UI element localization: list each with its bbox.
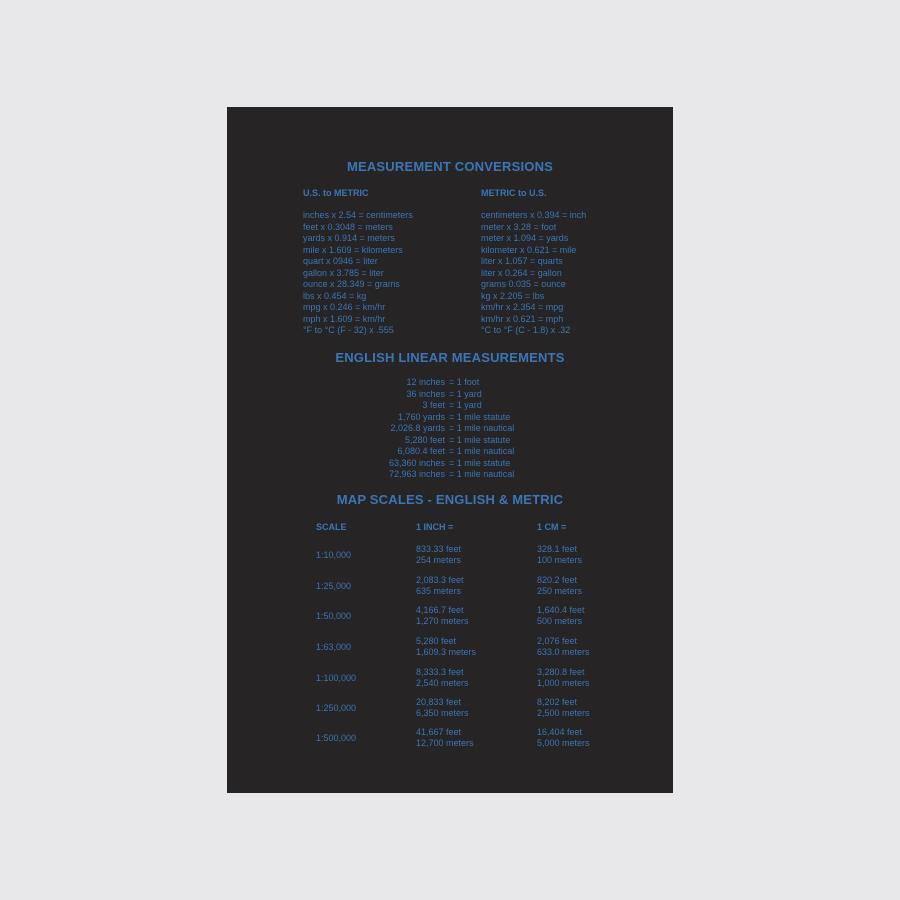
list-item <box>227 446 515 458</box>
inch-value: 41,667 feet 12,700 meters <box>416 727 474 748</box>
inch-value: 8,333.3 feet 2,540 meters <box>416 667 469 688</box>
list-item: centimeters x 0.394 = inch <box>481 210 587 220</box>
list-item <box>227 400 482 412</box>
linear-right: = 1 mile nautical <box>449 423 515 433</box>
list-item: km/hr x 2.354 = mpg <box>481 302 564 312</box>
cm-value: 1,640.4 feet 500 meters <box>537 605 585 626</box>
list-item: km/hr x 0.621 = mph <box>481 313 564 324</box>
linear-right: = 1 yard <box>449 400 482 410</box>
cm-value: 328.1 feet 100 meters <box>537 544 583 565</box>
inch-value: 2,083.3 feet 635 meters <box>416 575 464 596</box>
list-item <box>227 457 511 470</box>
linear-title: ENGLISH LINEAR MEASUREMENTS <box>335 350 565 365</box>
inch-header: 1 INCH = <box>416 522 454 532</box>
list-item: ounce x 28.349 = grams <box>303 279 400 289</box>
inch-value: 4,166.7 feet 1,270 meters <box>416 605 469 626</box>
list-item: liter x 0.264 = gallon <box>481 267 562 278</box>
list-item: meter x 1.094 = yards <box>481 233 569 243</box>
metric-to-us-heading: METRIC to U.S. <box>481 188 547 198</box>
list-item: feet x 0.3048 = meters <box>303 221 393 232</box>
scale-value: 1:63,000 <box>316 642 352 652</box>
us-to-metric-list <box>303 210 413 337</box>
cm-header: 1 CM = <box>537 522 567 532</box>
linear-right: = 1 mile nautical <box>449 446 515 456</box>
linear-right: = 1 mile statute <box>449 434 511 445</box>
scale-value: 1:250,000 <box>316 703 357 713</box>
inch-value: 20,833 feet 6,350 meters <box>416 697 469 718</box>
linear-right: = 1 mile statute <box>449 411 511 422</box>
list-item: kilometer x 0.621 = mile <box>481 244 577 255</box>
list-item: °F to °C (F - 32) x .555 <box>303 325 394 335</box>
list-item: mile x 1.609 = kilometers <box>303 244 403 255</box>
list-item <box>227 434 511 447</box>
linear-right: = 1 mile statute <box>449 457 511 468</box>
scale-value: 1:25,000 <box>316 581 352 591</box>
list-item: meter x 3.28 = foot <box>481 221 557 232</box>
list-item: gallon x 3.785 = liter <box>303 267 384 278</box>
map-scales-title: MAP SCALES - ENGLISH & METRIC <box>336 492 564 507</box>
list-item: liter x 1.057 = quarts <box>481 256 563 266</box>
list-item: inches x 2.54 = centimeters <box>303 210 413 220</box>
cm-value: 16,404 feet 5,000 meters <box>537 727 590 748</box>
list-item: mph x 1.609 = km/hr <box>303 313 386 324</box>
list-item: grams 0.035 = ounce <box>481 279 566 289</box>
list-item: yards x 0.914 = meters <box>303 233 395 243</box>
cm-value: 820.2 feet 250 meters <box>537 575 583 596</box>
scale-header: SCALE <box>316 522 347 532</box>
linear-right: = 1 foot <box>449 377 480 387</box>
scale-value: 1:50,000 <box>316 611 352 621</box>
metric-to-us-list <box>481 210 586 337</box>
linear-left: 63,360 inches <box>388 457 445 468</box>
conversion-card <box>227 107 673 793</box>
cm-value: 8,202 feet 2,500 meters <box>537 697 590 718</box>
linear-left: 72,963 inches <box>388 469 445 479</box>
list-item: quart x 0946 = liter <box>303 256 378 266</box>
linear-right: = 1 yard <box>449 388 482 399</box>
cm-value: 3,280.8 feet 1,000 meters <box>537 667 590 688</box>
linear-left: 6,080.4 feet <box>397 446 445 456</box>
list-item <box>227 411 511 424</box>
inch-value: 833.33 feet 254 meters <box>416 544 462 565</box>
list-item <box>227 423 515 435</box>
scale-value: 1:10,000 <box>316 550 352 560</box>
scale-value: 1:100,000 <box>316 673 357 683</box>
list-item: °C to °F (C - 1.8) x .32 <box>481 325 571 335</box>
linear-left: 3 feet <box>422 400 445 410</box>
linear-list <box>227 377 515 481</box>
linear-left: 1,760 yards <box>397 411 445 422</box>
list-item <box>227 377 480 389</box>
list-item: lbs x 0.454 = kg <box>303 290 367 301</box>
linear-right: = 1 mile nautical <box>449 469 515 479</box>
linear-left: 5,280 feet <box>404 434 445 445</box>
linear-left: 36 inches <box>406 388 445 399</box>
linear-left: 2,026.8 yards <box>390 423 445 433</box>
us-to-metric-heading: U.S. to METRIC <box>303 188 369 198</box>
list-item <box>227 469 515 481</box>
conversions-title: MEASUREMENT CONVERSIONS <box>346 159 554 174</box>
cm-value: 2,076 feet 633.0 meters <box>537 636 590 657</box>
list-item: kg x 2.205 = lbs <box>481 290 545 301</box>
list-item: mpg x 0.246 = km/hr <box>303 302 386 312</box>
scale-value: 1:500,000 <box>316 733 357 743</box>
linear-left: 12 inches <box>406 377 445 387</box>
list-item <box>227 388 482 401</box>
inch-value: 5,280 feet 1,609.3 meters <box>416 636 477 657</box>
